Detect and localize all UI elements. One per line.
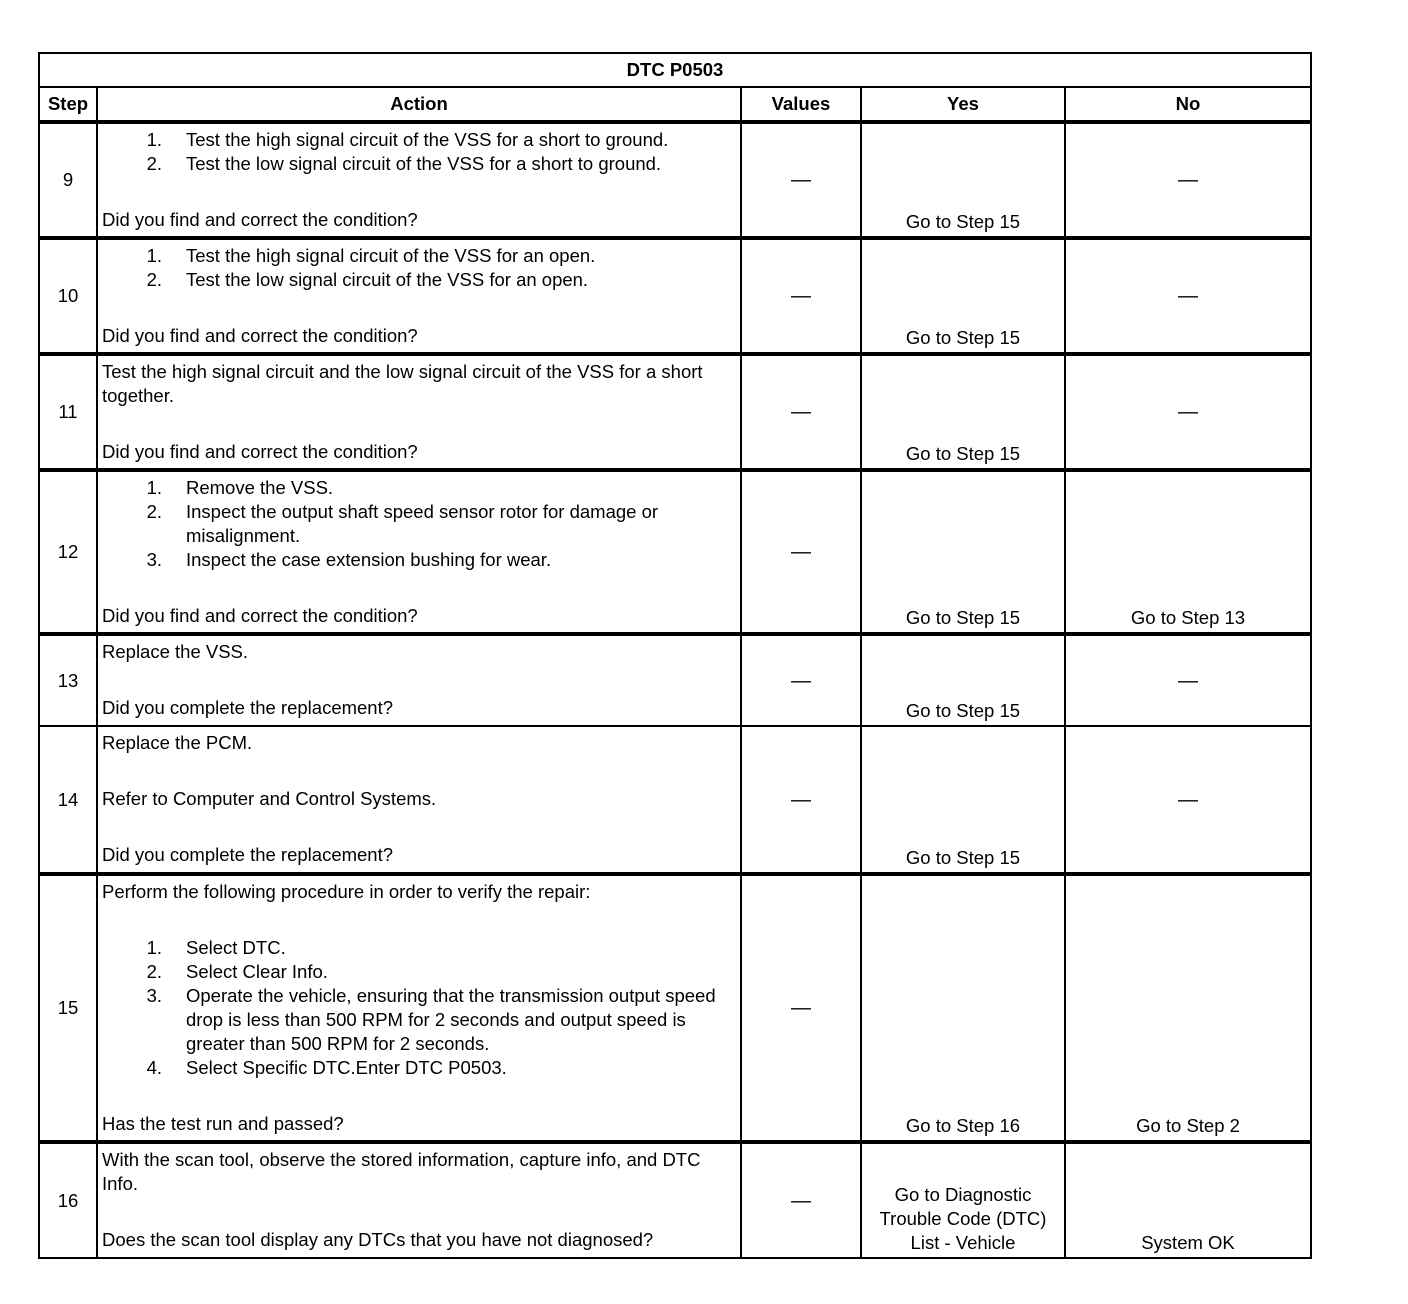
action-question: Did you find and correct the condition? bbox=[102, 441, 418, 462]
step-number: 11 bbox=[39, 354, 97, 470]
header-no: No bbox=[1065, 87, 1311, 122]
values-cell: — bbox=[741, 634, 861, 726]
list-item: 1. Remove the VSS. bbox=[146, 477, 334, 498]
action-cell bbox=[97, 470, 741, 634]
yes-cell: Go to Step 15 bbox=[861, 238, 1065, 354]
header-values: Values bbox=[741, 87, 861, 122]
action-question: Did you complete the replacement? bbox=[102, 697, 394, 718]
values-cell: — bbox=[741, 470, 861, 634]
values-cell: — bbox=[741, 1142, 861, 1258]
yes-cell: Go to Step 15 bbox=[861, 122, 1065, 238]
list-item: 3. Operate the vehicle, ensuring that the transmission output speed drop is less than 500 RPM for 2 seconds and output speed is greater than 500 RPM for 2 seconds. bbox=[146, 985, 716, 1054]
action-cell bbox=[97, 122, 741, 238]
no-cell: — bbox=[1065, 354, 1311, 470]
header-yes: Yes bbox=[861, 87, 1065, 122]
action-steps bbox=[102, 128, 736, 176]
list-item: 1. Test the high signal circuit of the VSS for a short to ground. bbox=[146, 129, 669, 150]
action-question: Did you find and correct the condition? bbox=[102, 605, 418, 626]
yes-cell: Go to Step 16 bbox=[861, 874, 1065, 1142]
step-number: 10 bbox=[39, 238, 97, 354]
action-steps bbox=[102, 936, 736, 1080]
action-cell bbox=[97, 874, 741, 1142]
yes-cell: Go to Diagnostic Trouble Code (DTC) List - Vehicle bbox=[861, 1142, 1065, 1258]
yes-cell: Go to Step 15 bbox=[861, 470, 1065, 634]
values-cell: — bbox=[741, 874, 861, 1142]
values-cell: — bbox=[741, 122, 861, 238]
table-row bbox=[39, 726, 1311, 874]
table-row bbox=[39, 1142, 1311, 1258]
header-step: Step bbox=[39, 87, 97, 122]
no-cell: — bbox=[1065, 122, 1311, 238]
table-row bbox=[39, 634, 1311, 726]
yes-cell: Go to Step 15 bbox=[861, 726, 1065, 874]
action-steps bbox=[102, 244, 736, 292]
table-title: DTC P0503 bbox=[39, 53, 1311, 87]
header-action: Action bbox=[97, 87, 741, 122]
values-cell: — bbox=[741, 354, 861, 470]
action-reference: Refer to Computer and Control Systems. bbox=[102, 788, 437, 809]
no-cell: — bbox=[1065, 238, 1311, 354]
action-question: Did you complete the replacement? bbox=[102, 844, 394, 865]
step-number: 14 bbox=[39, 726, 97, 874]
action-cell bbox=[97, 354, 741, 470]
values-cell: — bbox=[741, 238, 861, 354]
list-item: 2. Select Clear Info. bbox=[146, 961, 328, 982]
step-number: 12 bbox=[39, 470, 97, 634]
list-item: 1. Select DTC. bbox=[146, 937, 286, 958]
no-cell: Go to Step 13 bbox=[1065, 470, 1311, 634]
action-steps bbox=[102, 476, 736, 572]
no-cell: Go to Step 2 bbox=[1065, 874, 1311, 1142]
values-cell: — bbox=[741, 726, 861, 874]
table-row bbox=[39, 238, 1311, 354]
table-row bbox=[39, 122, 1311, 238]
action-cell bbox=[97, 238, 741, 354]
list-item: 2. Test the low signal circuit of the VSS for a short to ground. bbox=[146, 153, 662, 174]
step-number: 15 bbox=[39, 874, 97, 1142]
action-intro: Replace the PCM. bbox=[102, 732, 253, 753]
table-row bbox=[39, 354, 1311, 470]
dtc-procedure-table bbox=[38, 52, 1312, 1259]
action-cell bbox=[97, 634, 741, 726]
no-cell: — bbox=[1065, 726, 1311, 874]
action-intro: Replace the VSS. bbox=[102, 641, 249, 662]
step-number: 13 bbox=[39, 634, 97, 726]
action-question: Did you find and correct the condition? bbox=[102, 209, 418, 230]
list-item: 2. Inspect the output shaft speed sensor rotor for damage or misalignment. bbox=[146, 501, 659, 546]
no-cell: System OK bbox=[1065, 1142, 1311, 1258]
action-question: Has the test run and passed? bbox=[102, 1113, 344, 1134]
list-item: 4. Select Specific DTC.Enter DTC P0503. bbox=[146, 1057, 507, 1078]
no-cell: — bbox=[1065, 634, 1311, 726]
action-intro: With the scan tool, observe the stored information, capture info, and DTC Info. bbox=[102, 1149, 701, 1194]
step-number: 16 bbox=[39, 1142, 97, 1258]
table-row bbox=[39, 874, 1311, 1142]
list-item: 2. Test the low signal circuit of the VSS for an open. bbox=[146, 269, 589, 290]
list-item: 1. Test the high signal circuit of the VSS for an open. bbox=[146, 245, 596, 266]
action-intro: Perform the following procedure in order to verify the repair: bbox=[102, 881, 591, 902]
table-row bbox=[39, 470, 1311, 634]
action-question: Does the scan tool display any DTCs that you have not diagnosed? bbox=[102, 1229, 654, 1250]
yes-cell: Go to Step 15 bbox=[861, 354, 1065, 470]
list-item: 3. Inspect the case extension bushing for wear. bbox=[146, 549, 552, 570]
action-cell bbox=[97, 1142, 741, 1258]
step-number: 9 bbox=[39, 122, 97, 238]
action-intro: Test the high signal circuit and the low signal circuit of the VSS for a short together. bbox=[102, 361, 703, 406]
action-cell bbox=[97, 726, 741, 874]
yes-cell: Go to Step 15 bbox=[861, 634, 1065, 726]
action-question: Did you find and correct the condition? bbox=[102, 325, 418, 346]
